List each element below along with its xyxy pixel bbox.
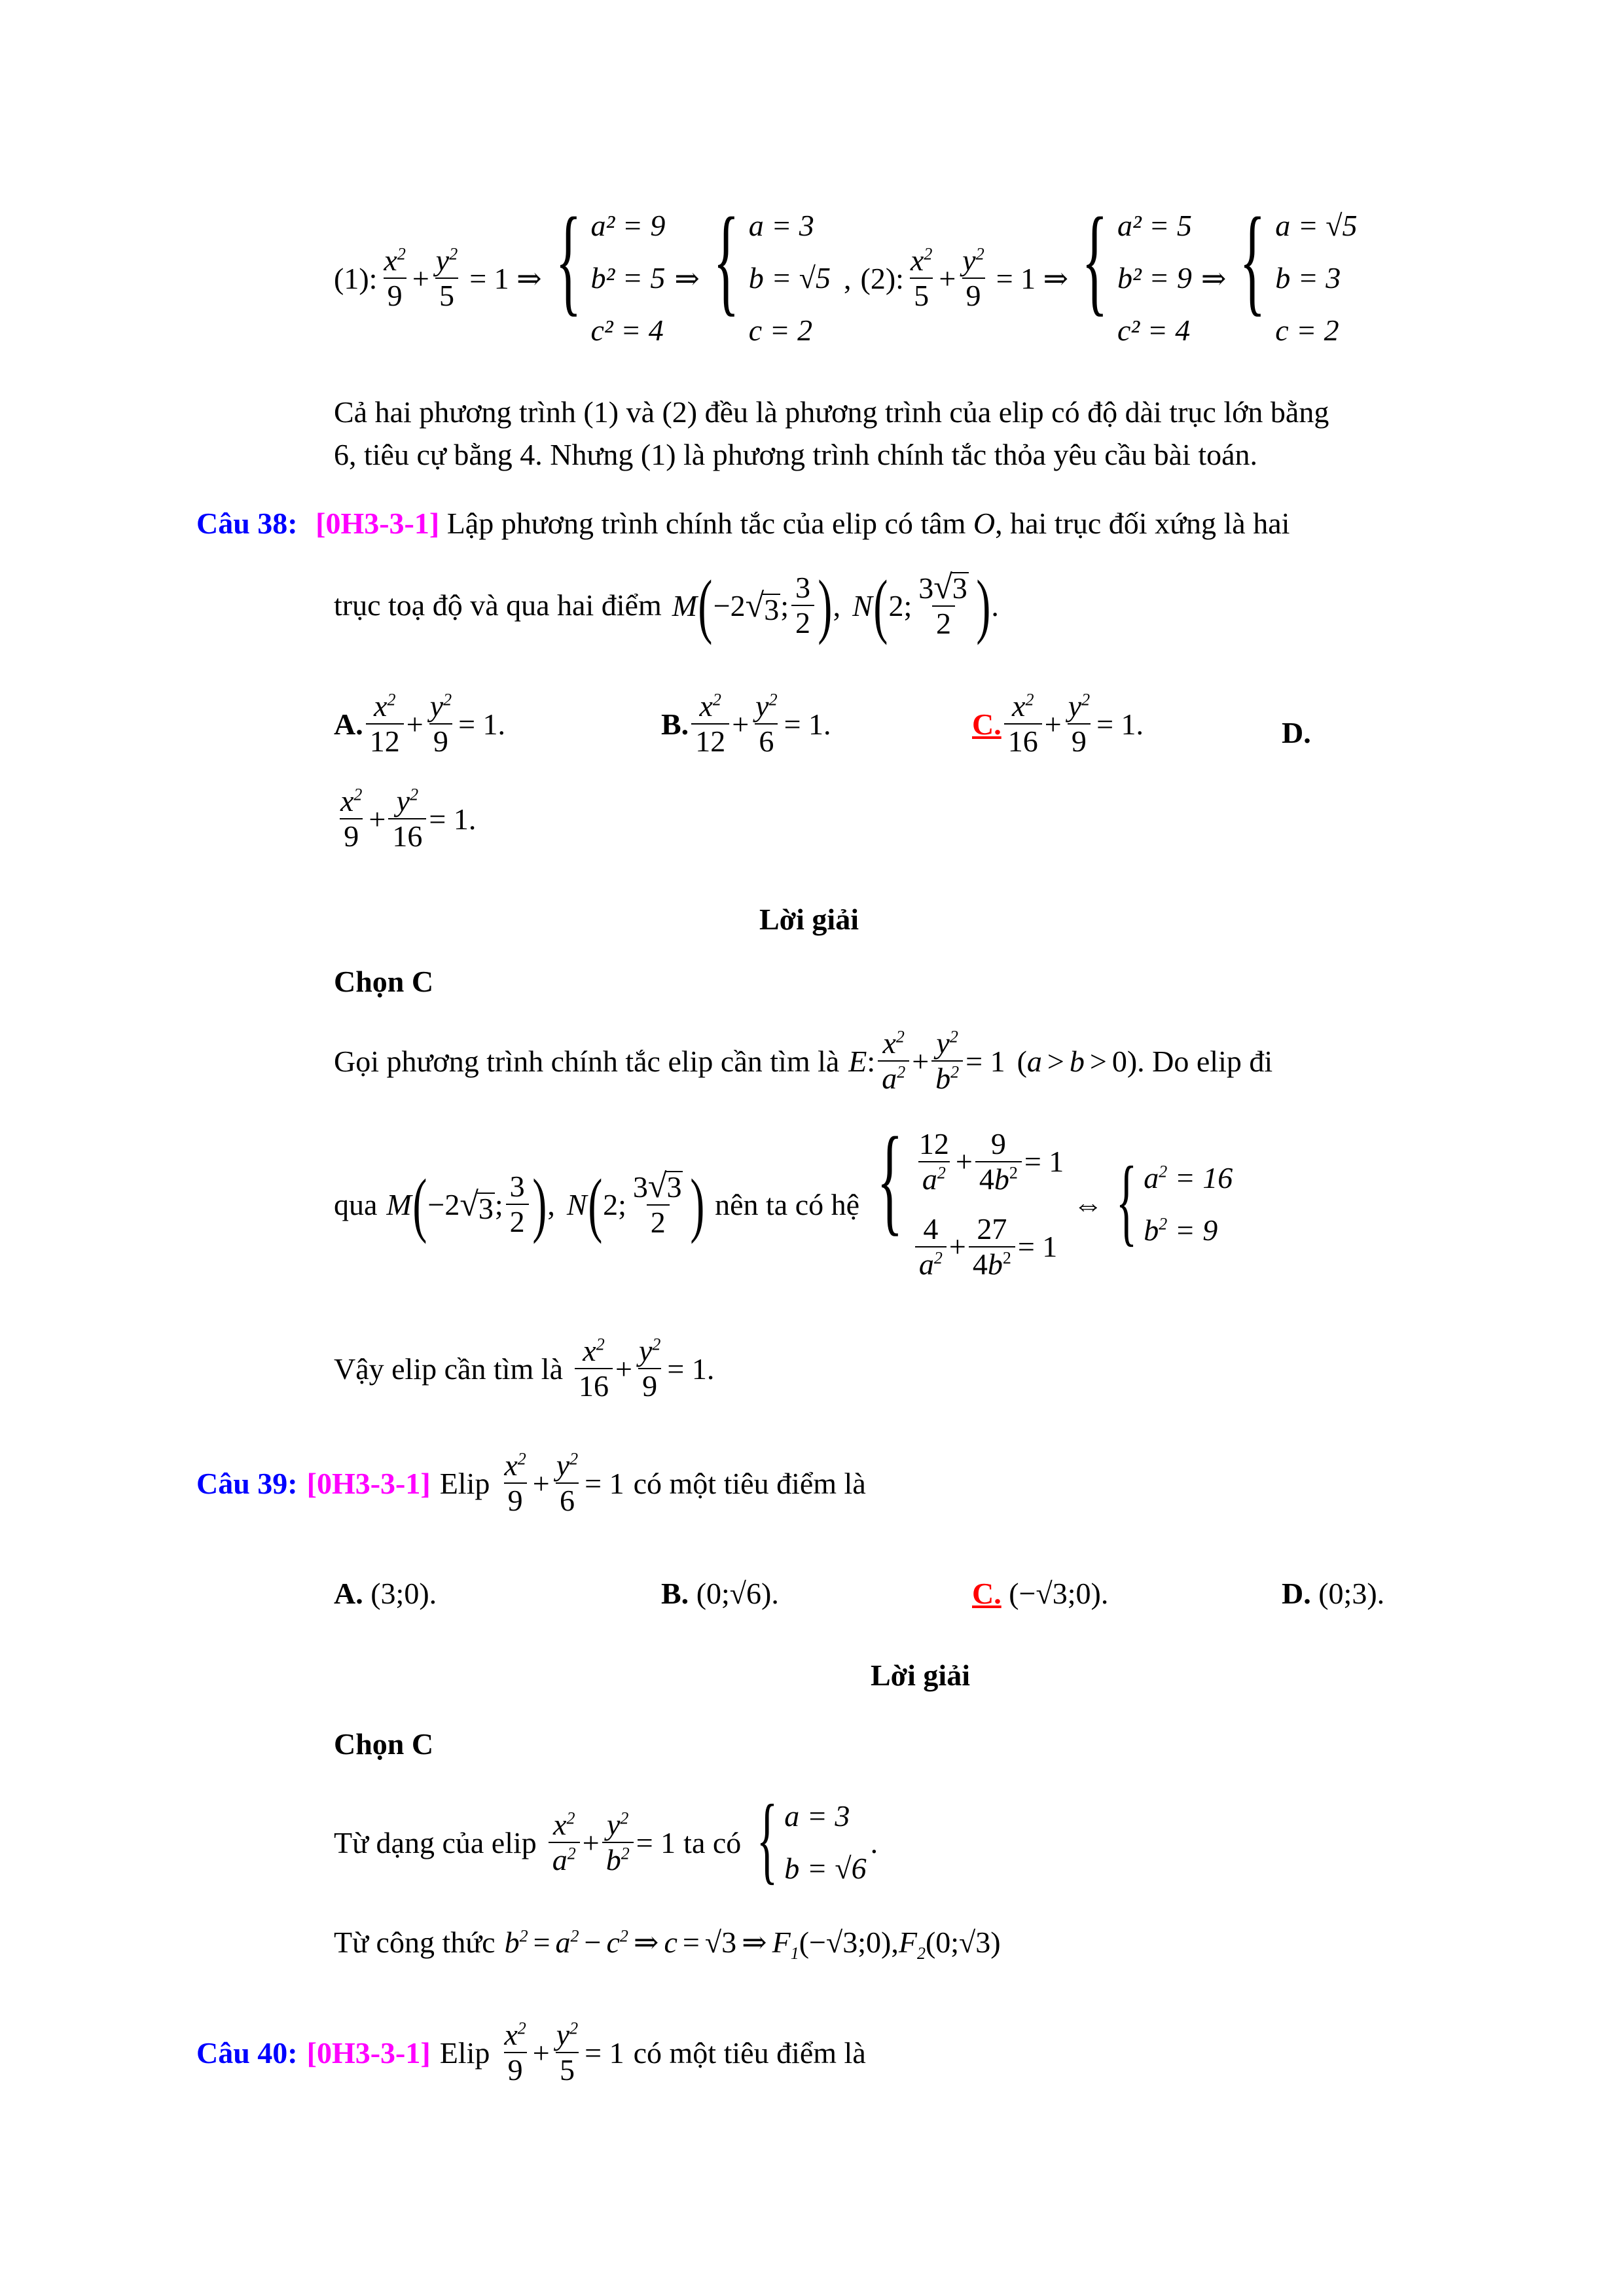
q39-solution-line-2: Từ công thức $b^2$ = $a^2$ − $c^2$ ⇒ c = √3 ⇒ $F_1$ (−√3;0), $F_2$ (0;√3) [334,1925,1001,1963]
question-label: Câu 39: [196,1466,298,1500]
q38-solution-line-1: Gọi phương trình chính tắc elip cần tìm là E : $\frac{x^2}{a^2}$ + $\frac{y^2}{b^2}$ = 1 ( a > b > 0) . Do elip đi [334,1026,1273,1095]
result-2: { a = √5 b = 3 c = 2 [1239,193,1358,347]
question-tag: [0H3-3-1] [306,2036,431,2070]
top-equation-line: (1): $\frac{x^2}{9}$ + $\frac{y^2}{5}$ = 1 ⇒ { a² = 9 b² = 5 c² = 4 ⇒ { a = 3 b = √5 c = 2 , (2): $\frac{x^2}{5}$ + $\frac{y^2}{9}$ = 1 ⇒ { a² = 5 b² = 9 c² = 4 ⇒ { a = √5 b = 3 c = 2 [334,196,1362,360]
q39-choice: Chọn C [334,1727,434,1761]
q38-solution-line-3: Vậy elip cần tìm là $\frac{x^2}{16}$ + $\frac{y^2}{9}$ = 1. [334,1334,715,1403]
system-2: { a² = 5 b² = 9 c² = 4 [1081,193,1192,347]
eq1-label: (1): [334,261,378,295]
q39-option-c[interactable]: C. (−√3;0). [972,1577,1109,1610]
question-39-header: Câu 39: [0H3-3-1] Elip $\frac{x^2}{9}$ + $\frac{y^2}{6}$ = 1 có một tiêu điểm là [196,1448,866,1517]
q39-option-b[interactable]: B. (0;√6). [661,1577,779,1610]
system-1: { a² = 9 b² = 5 c² = 4 [555,193,666,347]
q39-option-a[interactable]: A. (3;0). [334,1577,437,1610]
paragraph-line-1: Cả hai phương trình (1) và (2) đều là phương trình của elip có độ dài trục lớn bằng [334,395,1329,429]
result-1: { a = 3 b = √5 c = 2 [713,193,831,347]
question-label: Câu 40: [196,2036,298,2070]
paragraph-line-2: 6, tiêu cự bằng 4. Nhưng (1) là phương trình chính tắc thỏa yêu cầu bài toán. [334,438,1258,471]
q38-solution-line-2: qua M ( −2 √ 3 ; $\frac{3}{2}$ ) , N ( 2; 3 √ 3 2 ) nên ta có hệ { $\frac{12}{a^2}$ + $\frac{9}{4b^2}$ = 1 $\frac{4}{a^2}$ + $\frac{27}{4b^2}$ = 1 ⇔ { $a^2 = 16$ $b^2 = 9$ [334,1113,1233,1281]
question-40-header: Câu 40: [0H3-3-1] Elip $\frac{x^2}{9}$ + $\frac{y^2}{5}$ = 1 có một tiêu điểm là [196,2018,866,2087]
q38-choice: Chọn C [334,965,434,998]
eq2-label: (2): [860,261,904,295]
question-tag: [0H3-3-1] [306,1466,431,1500]
question-38-points-line: trục toạ độ và qua hai điểm M ( −2 √ 3 ; $\frac{3}{2}$ ) , N ( 2; 3 √ 3 2 ) . [334,565,999,645]
q38-option-c[interactable]: C. $\frac{x^2}{16}$ + $\frac{y^2}{9}$ = 1. [972,689,1144,758]
q38-option-d[interactable]: $\frac{x^2}{9}$ + $\frac{y^2}{16}$ = 1. [340,784,477,853]
q38-option-b[interactable]: B. $\frac{x^2}{12}$ + $\frac{y^2}{6}$ = 1. [661,689,831,758]
q38-solution-title: Lời giải [759,903,859,936]
question-38-header: Câu 38: [0H3-3-1] Lập phương trình chính tắc của elip có tâm O, hai trục đối xứng là hai [196,507,1290,540]
question-label: Câu 38: [196,507,298,540]
q39-solution-line-1: Từ dạng của elip $\frac{x^2}{a^2}$ + $\frac{y^2}{b^2}$ = 1 ta có { a = 3 b = √6 . [334,1785,878,1893]
question-tag: [0H3-3-1] [316,507,440,540]
q38-option-a[interactable]: A. $\frac{x^2}{12}$ + $\frac{y^2}{9}$ = 1. [334,689,506,758]
q39-solution-title: Lời giải [871,1659,970,1692]
q39-option-d[interactable]: D. (0;3). [1282,1577,1385,1610]
q38-option-d-label[interactable]: D. [1282,716,1311,749]
